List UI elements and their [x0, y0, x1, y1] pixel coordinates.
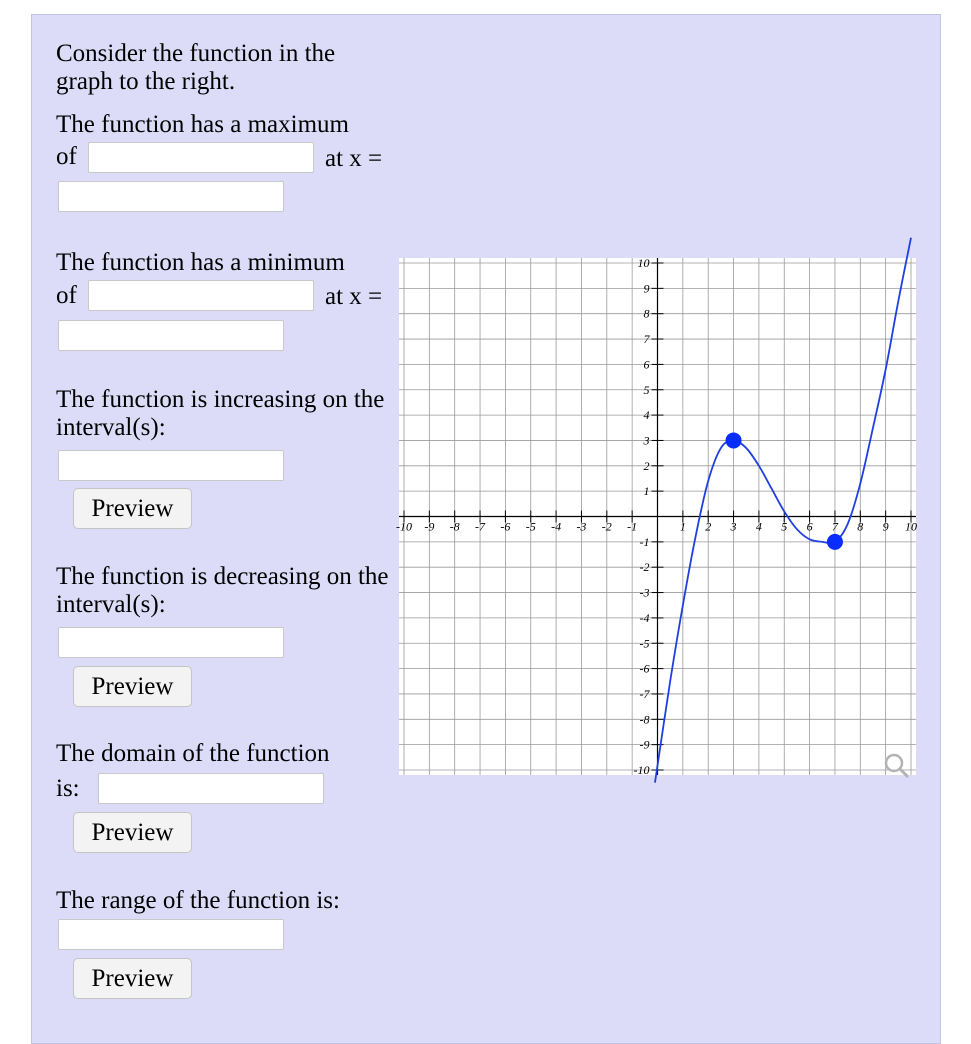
x-tick-label: 3	[730, 519, 737, 534]
increasing-label: The function is increasing on the interval(s):	[56, 386, 385, 441]
decreasing-label: The function is decreasing on the interval(s):	[56, 563, 389, 618]
y-tick-label: 6	[643, 357, 650, 372]
min-x-input[interactable]	[58, 320, 284, 351]
x-tick-label: 10	[905, 519, 917, 534]
y-tick-label: -4	[639, 610, 650, 625]
y-tick-label: 1	[643, 484, 650, 499]
x-tick-label: -8	[449, 519, 460, 534]
max-value-input[interactable]	[88, 142, 314, 173]
x-tick-label: -5	[525, 519, 536, 534]
y-tick-label: 2	[643, 458, 650, 473]
x-tick-label: -7	[475, 519, 486, 534]
x-tick-label: -6	[500, 519, 511, 534]
y-tick-label: 7	[643, 332, 650, 347]
y-tick-label: 10	[637, 256, 650, 270]
max-label: The function has a maximum	[56, 111, 349, 138]
x-tick-label: 5	[781, 519, 788, 534]
y-tick-label: -2	[639, 560, 650, 575]
x-tick-label: 8	[857, 519, 864, 534]
y-tick-label: -8	[639, 712, 650, 727]
preview-domain-button[interactable]: Preview	[73, 812, 192, 853]
extremum-point	[827, 534, 843, 550]
x-tick-label: -1	[627, 519, 638, 534]
y-tick-label: -5	[639, 636, 650, 651]
max-of-label: of	[56, 143, 77, 170]
decreasing-input[interactable]	[58, 627, 284, 658]
max-x-input[interactable]	[58, 181, 284, 212]
x-tick-label: 9	[882, 519, 889, 534]
x-tick-label: 4	[755, 519, 762, 534]
x-tick-label: 6	[806, 519, 813, 534]
preview-increasing-button[interactable]: Preview	[73, 488, 192, 529]
intro-text: Consider the function in the graph to the right.	[56, 40, 336, 95]
graph-svg	[396, 256, 917, 777]
min-atx-label: at x =	[325, 283, 383, 310]
min-value-input[interactable]	[88, 280, 314, 311]
x-tick-label: 7	[831, 519, 838, 534]
y-tick-label: 8	[643, 306, 650, 321]
y-tick-label: 5	[643, 382, 650, 397]
x-tick-label: 1	[679, 519, 686, 534]
range-label: The range of the function is:	[56, 887, 340, 914]
preview-range-button[interactable]: Preview	[73, 958, 192, 999]
increasing-input[interactable]	[58, 450, 284, 481]
y-tick-label: -3	[639, 585, 650, 600]
y-tick-label: -9	[639, 737, 650, 752]
x-tick-label: -9	[424, 519, 435, 534]
x-tick-label: -2	[601, 519, 612, 534]
range-input[interactable]	[58, 919, 284, 950]
y-tick-label: -1	[639, 534, 650, 549]
max-atx-label: at x =	[325, 145, 383, 172]
x-tick-label: -10	[396, 519, 412, 534]
min-label: The function has a minimum	[56, 249, 345, 276]
min-of-label: of	[56, 282, 77, 309]
y-tick-label: -10	[633, 763, 650, 777]
y-tick-label: 4	[643, 408, 650, 423]
domain-label: The domain of the function	[56, 740, 330, 767]
y-tick-label: 9	[643, 281, 650, 296]
y-tick-label: 3	[643, 433, 650, 448]
function-graph	[396, 256, 917, 777]
domain-is-label: is:	[56, 775, 80, 802]
y-tick-label: -6	[639, 661, 650, 676]
preview-decreasing-button[interactable]: Preview	[73, 666, 192, 707]
extremum-point	[726, 432, 742, 448]
x-tick-label: -4	[551, 519, 562, 534]
domain-input[interactable]	[98, 773, 324, 804]
x-tick-label: -3	[576, 519, 587, 534]
x-tick-label: 2	[705, 519, 712, 534]
y-tick-label: -7	[639, 686, 650, 701]
